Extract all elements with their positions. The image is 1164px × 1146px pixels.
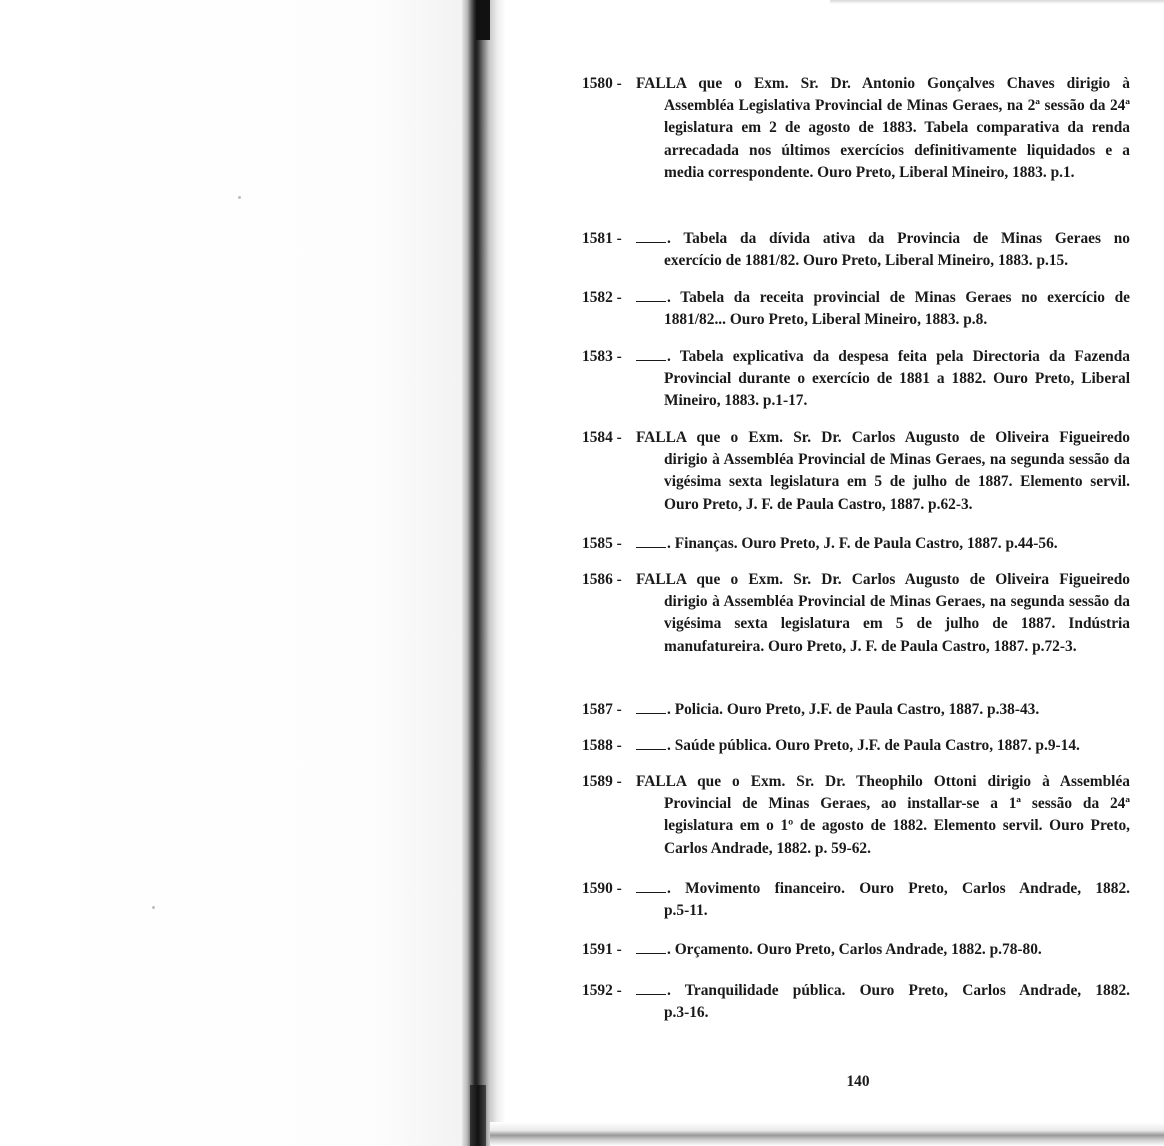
entry-first-text: . Policia. Ouro Preto, J.F. de Paula Castro, 1887. p.38-43. — [667, 701, 1040, 718]
entry-first-line — [582, 980, 1130, 1002]
entry-continuation: Provincial de Minas Geraes, ao installar-se a 1ª sessão da 24ª legislatura em o 1º de agosto de 1882. Elemento servil. Ouro Preto, Carlos Andrade, 1882. p. 59-62. — [664, 795, 1130, 857]
entry-number: 1588 - — [582, 737, 622, 754]
entry-first-text: . Orçamento. Ouro Preto, Carlos Andrade, 1882. p.78-80. — [667, 941, 1042, 958]
entry-number: 1589 - — [582, 773, 622, 790]
entry-first-line — [582, 878, 1130, 900]
entry-first-line: FALLA que o Exm. Sr. Dr. Theophilo Ottoni dirigio à Assembléa — [636, 773, 1130, 790]
bibliography-entry-1591 — [582, 939, 1130, 961]
entry-first-text: . Finanças. Ouro Preto, J. F. de Paula Castro, 1887. p.44-56. — [667, 535, 1058, 552]
bibliography-entry-1582 — [582, 287, 1130, 331]
bibliography-entry-1589 — [582, 771, 1130, 860]
entry-first-text: . Tabela da receita provincial de Minas Geraes no exercício de — [667, 289, 1130, 306]
ditto-dash — [636, 878, 666, 893]
entry-first-line — [582, 228, 1130, 250]
bibliography-entry-1586 — [582, 569, 1130, 658]
bibliography-entry-1580 — [582, 73, 1130, 184]
entry-first-line — [582, 735, 1130, 757]
entry-first-line: FALLA que o Exm. Sr. Dr. Carlos Augusto de Oliveira Figueiredo — [636, 429, 1130, 446]
entry-first-text: . Tabela explicativa da despesa feita pela Directoria da Fazenda — [667, 348, 1130, 365]
entry-number: 1581 - — [582, 230, 622, 247]
bibliography-entry-1583 — [582, 346, 1130, 413]
entry-first-line — [582, 699, 1130, 721]
bibliography-entry-1585 — [582, 533, 1130, 555]
page-number: 140 — [846, 1073, 870, 1090]
entry-continuation: dirigio à Assembléa Provincial de Minas Geraes, na segunda sessão da vigésima sexta legislatura em 5 de julho de 1887. Elemento servil. Ouro Preto, J. F. de Paula Castro, 1887. p.62-3. — [664, 451, 1130, 513]
entry-number: 1582 - — [582, 289, 622, 306]
entry-first-line: FALLA que o Exm. Sr. Dr. Antonio Gonçalves Chaves dirigio à — [636, 75, 1130, 92]
entry-first-line — [582, 287, 1130, 309]
entry-first-text: . Tabela da dívida ativa da Provincia de Minas Geraes no — [667, 230, 1130, 247]
entry-first-text: . Movimento financeiro. Ouro Preto, Carlos Andrade, 1882. — [667, 880, 1130, 897]
entry-number: 1587 - — [582, 701, 622, 718]
ditto-dash — [636, 228, 666, 243]
bibliography-entry-1584 — [582, 427, 1130, 516]
entry-number: 1590 - — [582, 880, 622, 897]
entry-number: 1584 - — [582, 429, 622, 446]
ditto-dash — [636, 346, 666, 361]
entry-number: 1580 - — [582, 75, 622, 92]
entry-first-line — [582, 533, 1130, 555]
entry-number: 1591 - — [582, 941, 622, 958]
bibliography-entry-1581 — [582, 228, 1130, 272]
entry-first-line — [582, 939, 1130, 961]
ditto-dash — [636, 735, 666, 750]
ditto-dash — [636, 699, 666, 714]
bibliography-entry-1592 — [582, 980, 1130, 1024]
entry-number: 1585 - — [582, 535, 622, 552]
ditto-dash — [636, 980, 666, 995]
entry-continuation: p.5-11. — [664, 902, 708, 920]
entry-number: 1586 - — [582, 571, 622, 588]
entry-number: 1583 - — [582, 348, 622, 365]
entry-continuation: 1881/82... Ouro Preto, Liberal Mineiro, 1883. p.8. — [664, 311, 988, 329]
ditto-dash — [636, 939, 666, 954]
entry-continuation: Assembléa Legislativa Provincial de Minas Geraes, na 2ª sessão da 24ª legislatura em 2 de agosto de 1883. Tabela comparativa da renda arrecadada nos últimos exercícios definitivamente liquidados e a media correspondente. Ouro Preto, Liberal Mineiro, 1883. p.1. — [664, 97, 1130, 181]
entry-continuation: Provincial durante o exercício de 1881 a 1882. Ouro Preto, Liberal Mineiro, 1883. p.1-17. — [664, 370, 1130, 410]
bibliography-entry-1590 — [582, 878, 1130, 922]
ditto-dash — [636, 287, 666, 302]
bibliography-entry-1588 — [582, 735, 1130, 757]
entry-number: 1592 - — [582, 982, 622, 999]
entry-first-text: . Saúde pública. Ouro Preto, J.F. de Paula Castro, 1887. p.9-14. — [667, 737, 1080, 754]
entry-first-text: . Tranquilidade pública. Ouro Preto, Carlos Andrade, 1882. — [667, 982, 1130, 999]
entry-continuation: dirigio à Assembléa Provincial de Minas Geraes, na segunda sessão da vigésima sexta legislatura em 5 de julho de 1887. Indústria manufatureira. Ouro Preto, J. F. de Paula Castro, 1887. p.72-3. — [664, 593, 1130, 655]
ditto-dash — [636, 533, 666, 548]
bibliography-entry-1587 — [582, 699, 1130, 721]
entry-continuation: exercício de 1881/82. Ouro Preto, Liberal Mineiro, 1883. p.15. — [664, 252, 1069, 270]
entry-continuation: p.3-16. — [664, 1004, 709, 1022]
entry-first-line — [582, 346, 1130, 368]
entry-first-line: FALLA que o Exm. Sr. Dr. Carlos Augusto de Oliveira Figueiredo — [636, 571, 1130, 588]
